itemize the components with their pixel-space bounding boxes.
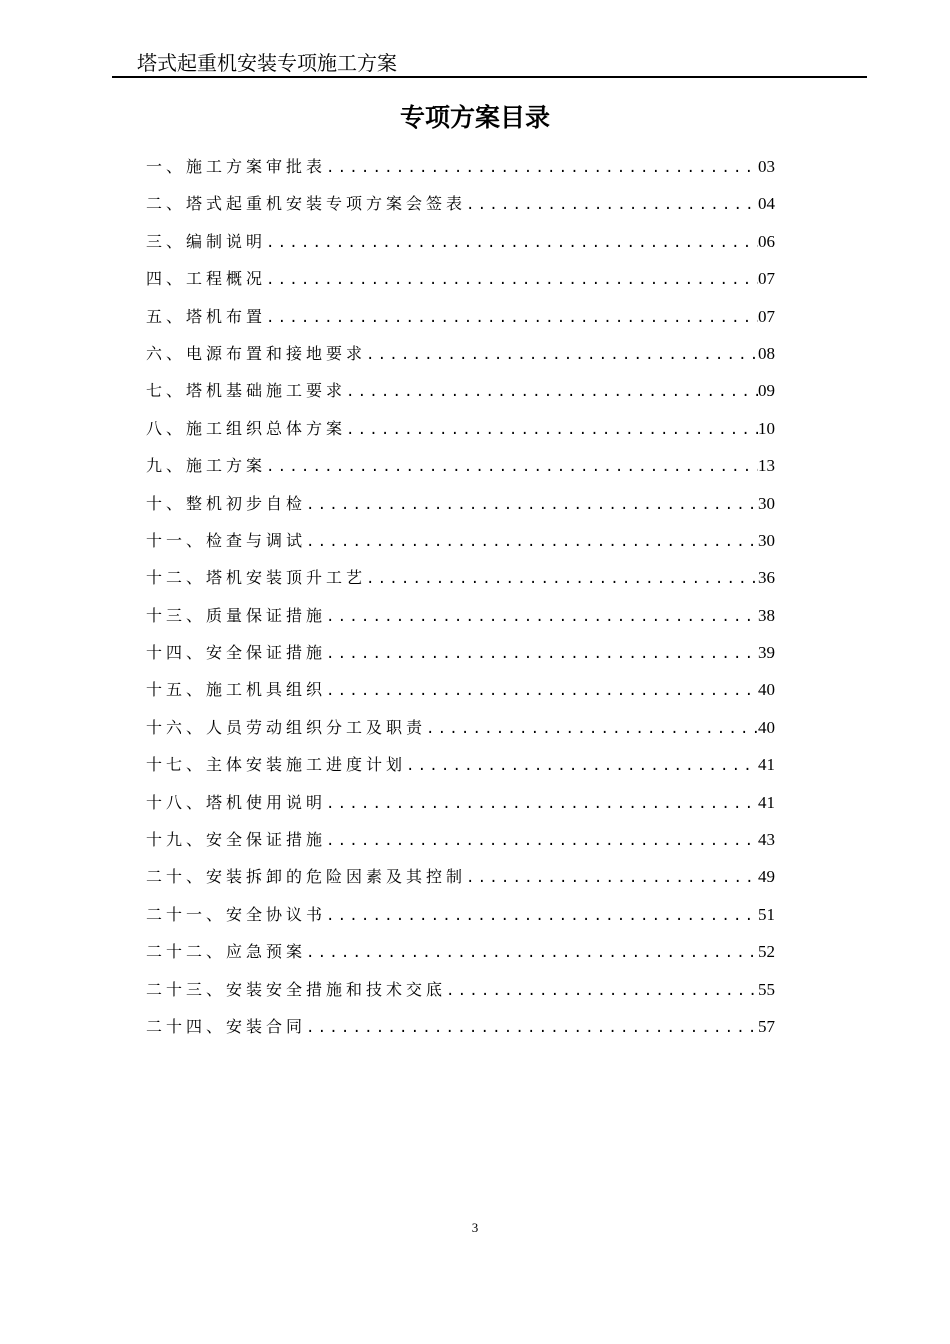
toc-dot-leader xyxy=(446,977,758,1005)
toc-entry[interactable] xyxy=(146,303,775,340)
toc-entry-label: 二十二、应急预案 xyxy=(146,942,307,962)
toc-entry-page-number: 49 xyxy=(758,867,775,887)
toc-entry-page-number: 03 xyxy=(758,157,775,176)
toc-entry-label: 四、工程概况 xyxy=(146,269,267,289)
toc-entry-label: 十、整机初步自检 xyxy=(146,493,307,513)
toc-entry-page-number: 04 xyxy=(758,194,775,214)
toc-entry[interactable] xyxy=(146,602,775,639)
toc-entry[interactable] xyxy=(146,976,775,1013)
toc-dot-leader xyxy=(326,603,758,631)
toc-entry-page-number: 07 xyxy=(758,306,775,326)
toc-entry-label: 十四、安全保证措施 xyxy=(146,643,327,663)
toc-entry[interactable] xyxy=(146,190,775,227)
toc-entry-page-number: 55 xyxy=(758,979,775,999)
toc-entry-page-number: 10 xyxy=(758,418,775,438)
toc-dot-leader xyxy=(266,266,758,294)
toc-entry-label: 二十、安装拆卸的危险因素及其控制 xyxy=(146,867,467,887)
toc-entry-page-number: 52 xyxy=(758,942,775,962)
toc-entry-label: 十二、塔机安装顶升工艺 xyxy=(146,568,367,588)
toc-entry[interactable] xyxy=(146,751,775,788)
toc-dot-leader xyxy=(306,1014,758,1042)
toc-entry[interactable] xyxy=(146,452,775,489)
toc-entry-label: 一、施工方案审批表 xyxy=(146,157,327,176)
toc-dot-leader xyxy=(366,565,758,593)
toc-entry-page-number: 07 xyxy=(758,269,775,289)
toc-entry[interactable] xyxy=(146,527,775,564)
toc-entry[interactable] xyxy=(146,415,775,452)
toc-entry-page-number: 43 xyxy=(758,830,775,850)
table-of-contents xyxy=(146,153,775,1050)
toc-entry-page-number: 36 xyxy=(758,568,775,588)
toc-entry-page-number: 38 xyxy=(758,605,775,625)
toc-dot-leader xyxy=(306,491,758,519)
toc-entry[interactable] xyxy=(146,564,775,601)
toc-dot-leader xyxy=(346,416,758,444)
toc-entry[interactable] xyxy=(146,639,775,676)
toc-entry-page-number: 30 xyxy=(758,493,775,513)
toc-dot-leader xyxy=(326,154,758,182)
toc-entry[interactable] xyxy=(146,153,775,190)
toc-entry-page-number: 06 xyxy=(758,231,775,251)
page-title: 专项方案目录 xyxy=(399,103,550,132)
toc-entry[interactable] xyxy=(146,1013,775,1050)
toc-dot-leader xyxy=(326,790,758,818)
toc-entry[interactable] xyxy=(146,228,775,265)
toc-entry-label: 九、施工方案 xyxy=(146,456,267,476)
toc-entry-label: 十一、检查与调试 xyxy=(146,530,307,550)
toc-dot-leader xyxy=(266,453,758,481)
toc-entry-page-number: 13 xyxy=(758,456,775,476)
toc-entry-label: 七、塔机基础施工要求 xyxy=(146,381,347,401)
toc-entry-label: 六、电源布置和接地要求 xyxy=(146,343,367,363)
toc-entry-label: 十七、主体安装施工进度计划 xyxy=(146,755,407,775)
header-divider xyxy=(112,76,867,78)
toc-entry-page-number: 41 xyxy=(758,755,775,775)
toc-entry[interactable] xyxy=(146,676,775,713)
toc-entry-label: 二、塔式起重机安装专项方案会签表 xyxy=(146,194,467,214)
toc-entry-page-number: 41 xyxy=(758,792,775,812)
page-number: 3 xyxy=(471,1220,479,1235)
toc-dot-leader xyxy=(426,715,758,743)
toc-entry-label: 二十三、安装安全措施和技术交底 xyxy=(146,979,447,999)
toc-dot-leader xyxy=(466,191,758,219)
toc-entry[interactable] xyxy=(146,863,775,900)
toc-dot-leader xyxy=(326,902,758,930)
toc-entry[interactable] xyxy=(146,340,775,377)
toc-entry-label: 十五、施工机具组织 xyxy=(146,680,327,700)
toc-entry-label: 三、编制说明 xyxy=(146,231,267,251)
toc-entry-page-number: 40 xyxy=(758,680,775,700)
toc-entry[interactable] xyxy=(146,490,775,527)
toc-entry[interactable] xyxy=(146,789,775,826)
toc-entry-label: 八、施工组织总体方案 xyxy=(146,418,347,438)
toc-entry-page-number: 57 xyxy=(758,1016,775,1036)
toc-dot-leader xyxy=(306,939,758,967)
toc-entry-page-number: 51 xyxy=(758,904,775,924)
toc-entry[interactable] xyxy=(146,265,775,302)
running-header-title: 塔式起重机安装专项施工方案 xyxy=(137,51,397,75)
toc-entry-label: 二十四、安装合同 xyxy=(146,1016,307,1036)
toc-dot-leader xyxy=(306,528,758,556)
toc-dot-leader xyxy=(406,752,758,780)
toc-entry-label: 五、塔机布置 xyxy=(146,306,267,326)
toc-entry[interactable] xyxy=(146,377,775,414)
toc-entry[interactable] xyxy=(146,938,775,975)
toc-entry-page-number: 30 xyxy=(758,530,775,550)
toc-dot-leader xyxy=(326,640,758,668)
toc-entry-page-number: 09 xyxy=(758,381,775,401)
toc-dot-leader xyxy=(266,304,758,332)
toc-entry[interactable] xyxy=(146,901,775,938)
toc-dot-leader xyxy=(326,827,758,855)
toc-entry-label: 十六、人员劳动组织分工及职责 xyxy=(146,717,427,737)
toc-entry[interactable] xyxy=(146,826,775,863)
toc-entry-label: 二十一、安全协议书 xyxy=(146,904,327,924)
toc-entry[interactable] xyxy=(146,714,775,751)
toc-entry-page-number: 08 xyxy=(758,343,775,363)
toc-entry-label: 十八、塔机使用说明 xyxy=(146,792,327,812)
toc-entry-label: 十三、质量保证措施 xyxy=(146,605,327,625)
toc-dot-leader xyxy=(266,229,758,257)
toc-entry-label: 十九、安全保证措施 xyxy=(146,830,327,850)
toc-dot-leader xyxy=(366,341,758,369)
toc-dot-leader xyxy=(466,864,758,892)
toc-entry-page-number: 40 xyxy=(758,717,775,737)
toc-dot-leader xyxy=(326,677,758,705)
toc-entry-page-number: 39 xyxy=(758,643,775,663)
toc-dot-leader xyxy=(346,378,758,406)
